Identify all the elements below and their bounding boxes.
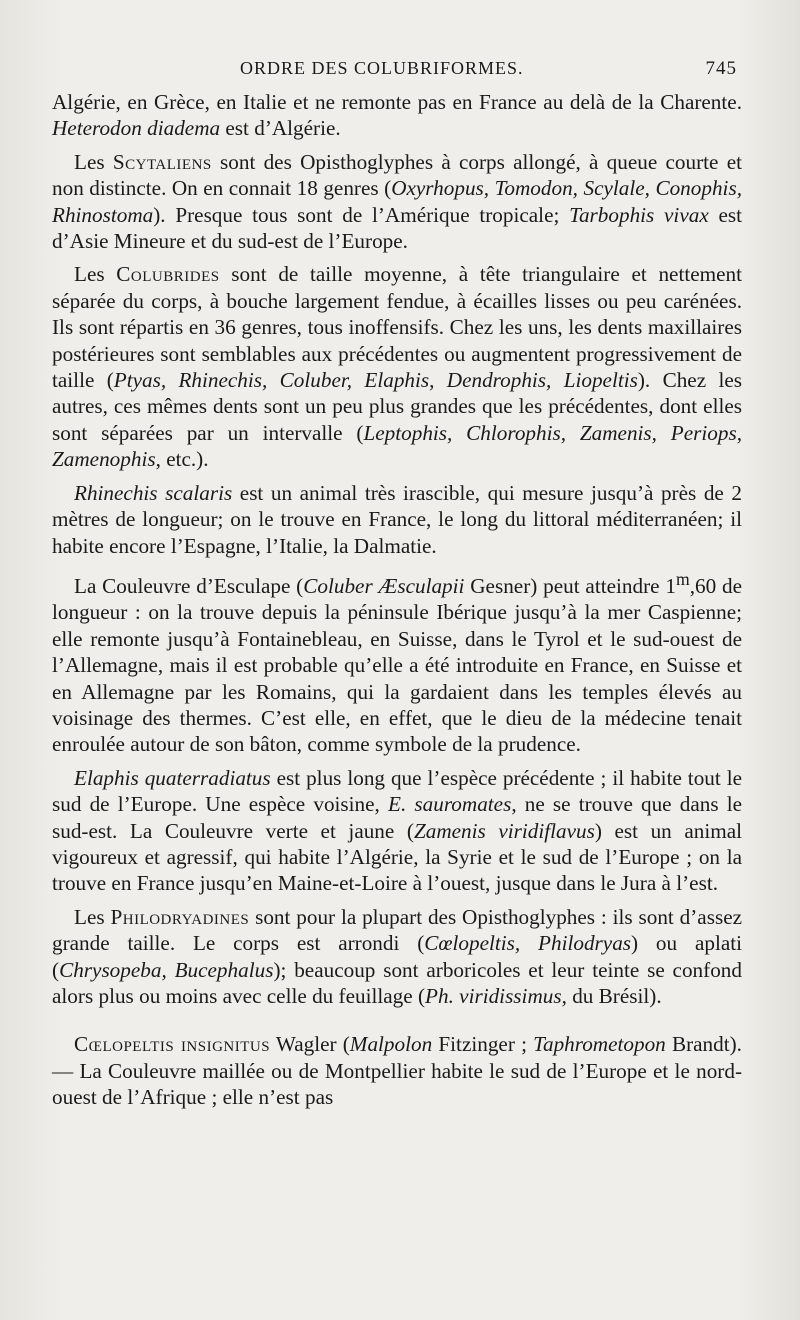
italic-text: Zamenis viridiflavus [413, 818, 595, 843]
small-caps-term: Philodryadines [110, 904, 250, 929]
text-run: ) est un animal vigoureux et agressif, qui habite l’Algérie, la Syrie et le sud de l’Europe ; on la trouve en France jusqu’en Maine-et-Loire à l’ouest, jusque dans le Jura à l’est. [52, 818, 742, 896]
text-run: , etc.). [155, 447, 209, 472]
text-run: La Couleuvre d’Esculape ( [74, 573, 304, 598]
text-run: sont pour la plupart des Opisthoglyphes : ils sont d’assez grande taille. Le corps est arrondi ( [52, 904, 743, 956]
text-run: ). Presque tous sont de l’Amérique tropicale; [153, 202, 570, 227]
text-run: sont de taille moyenne, à tête triangulaire et nettement séparée du corps, à bouche largement fendue, à écailles lisses ou peu carénées. Ils sont répartis en 36 genres, tous inoffensifs. Chez les uns, les dents maxillaires postérieures sont semblables aux précédentes ou augmentent progressivement de taille ( [52, 262, 742, 393]
paragraph [52, 89, 742, 142]
running-title: ORDRE DES COLUBRIFORMES. [240, 58, 524, 78]
italic-text: Malpolon [349, 1032, 433, 1057]
italic-text: E. sauromates [388, 792, 512, 817]
paragraph [52, 765, 742, 897]
text-run: ). Chez les autres, ces mêmes dents sont un peu plus grandes que les précédentes, dont elles sont séparées par un intervalle ( [52, 368, 742, 445]
italic-text: Leptophis, Chlorophis, Zamenis, Periops, Zamenophis [52, 420, 742, 472]
italic-text: Coluber Æsculapii [303, 573, 465, 598]
text-run: Les [74, 262, 117, 287]
small-caps-term: Colubrides [116, 262, 220, 287]
small-caps-term: Scytaliens [112, 149, 212, 174]
running-head [55, 58, 745, 84]
text-run: sont des Opisthoglyphes à corps allongé, à queue courte et non distincte. On en connait 18 genres ( [52, 149, 742, 201]
italic-text: Chrysopeba, Bucephalus [59, 957, 274, 982]
italic-text: Heterodon diadema [52, 116, 221, 141]
text-run: ,60 de longueur : on la trouve depuis la péninsule Ibérique jusqu’à la mer Caspienne; elle remonte jusqu’à Fontainebleau, en Suisse, dans le Tyrol et le sud-ouest de l’Allemagne, mais il est probable qu’elle a été introduite en France, en Suisse et en Allemagne par les Romains, qui la gardaient dans les temples élevés au voisinage des thermes. C’est elle, en effet, que le dieu de la médecine tenait enroulée autour de son bâton, comme symbole de la prudence. [52, 573, 742, 757]
body-text [52, 89, 742, 1118]
paragraph [52, 904, 742, 1010]
paragraph [52, 261, 742, 472]
text-run: Brandt). — La Couleuvre maillée ou de Montpellier habite le sud de l’Europe et le nord-ouest de l’Afrique ; elle n’est pas [52, 1032, 742, 1110]
text-run: Les [74, 904, 111, 929]
italic-text: Ph. viridissimus [425, 984, 562, 1009]
small-caps-term: Cœlopeltis insignitus [74, 1032, 271, 1057]
text-run: est un animal très irascible, qui mesure jusqu’à près de 2 mètres de longueur; on le trouve en France, le long du littoral méditerranéen; il habite encore l’Espagne, l’Italie, la Dalmatie. [52, 480, 742, 558]
text-run: Les [74, 149, 113, 174]
paragraph [52, 149, 742, 255]
paragraph [52, 566, 742, 758]
species-heading-paragraph [52, 1031, 742, 1110]
text-run: ) ou aplati ( [52, 931, 743, 982]
paragraph [52, 480, 742, 559]
text-run: est d’Algérie. [220, 116, 341, 141]
italic-text: Cœlopeltis, Philodryas [424, 931, 632, 956]
italic-text: Elaphis quaterradiatus [74, 765, 271, 790]
page-number: 745 [705, 58, 737, 79]
text-run: Fitzinger ; [432, 1032, 534, 1057]
italic-text: Ptyas, Rhinechis, Coluber, Elaphis, Dendrophis, Liopeltis [113, 368, 638, 393]
superscript: m [675, 568, 690, 589]
italic-text: Oxyrhopus, Tomodon, Scylale, Conophis, Rhinostoma [52, 176, 742, 227]
text-run: , ne se trouve que dans le sud-est. La Couleuvre verte et jaune ( [52, 792, 743, 843]
text-run: Gesner) peut atteindre 1 [464, 573, 676, 598]
text-run: , du Brésil). [561, 984, 662, 1009]
text-run: Algérie, en Grèce, en Italie et ne remonte pas en France au delà de la Charente. [52, 90, 742, 114]
text-run: est d’Asie Mineure et du sud-est de l’Europe. [52, 202, 742, 254]
text-run: Wagler ( [270, 1032, 350, 1057]
text-run: ); beaucoup sont arboricoles et leur teinte se confond alors plus ou moins avec celle du feuillage ( [52, 957, 742, 1009]
text-run: est plus long que l’espèce précédente ; il habite tout le sud de l’Europe. Une espèce voisine, [52, 765, 743, 817]
italic-text: Tarbophis vivax [569, 202, 709, 227]
italic-text: Rhinechis scalaris [74, 480, 233, 505]
italic-text: Taphrometopon [533, 1032, 666, 1057]
